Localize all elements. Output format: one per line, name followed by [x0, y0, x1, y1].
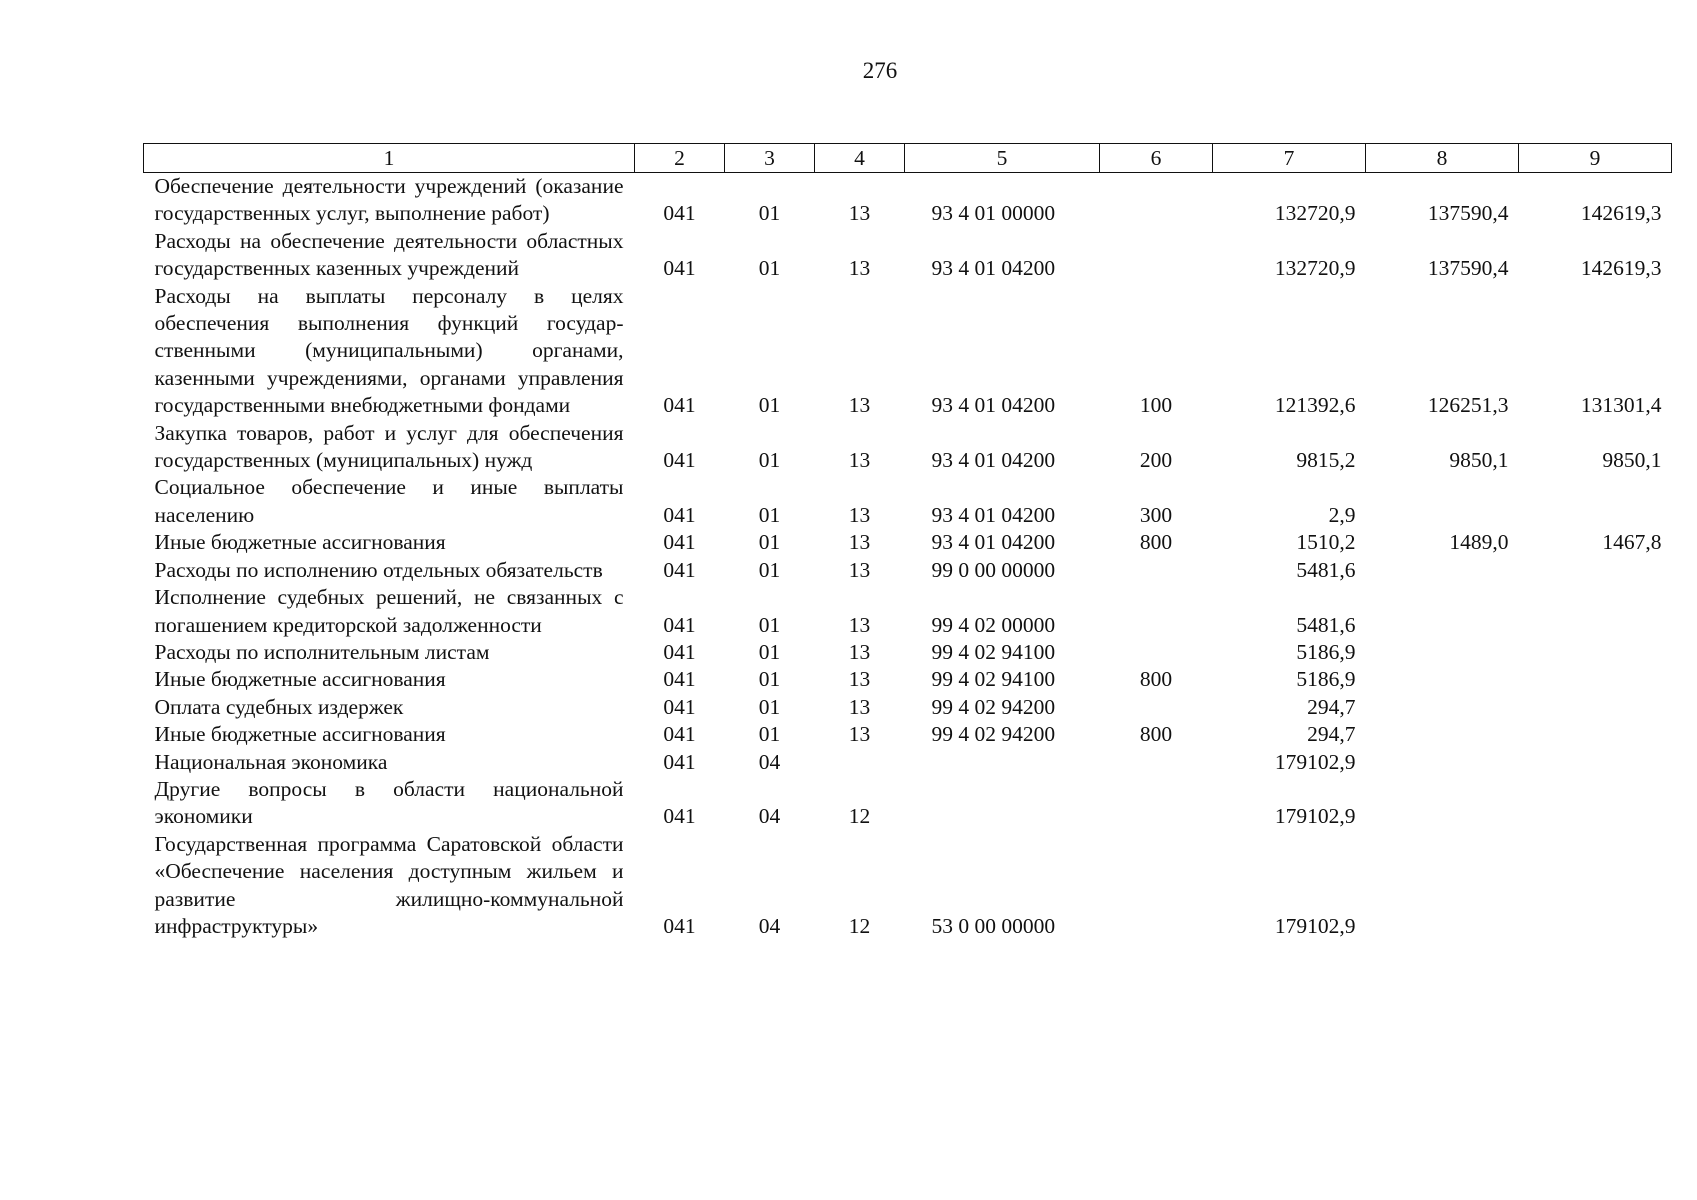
amount-year-3 — [1519, 749, 1672, 776]
expense-type-code — [1100, 557, 1213, 584]
ministry-code: 041 — [663, 694, 696, 719]
subsection-code: 12 — [848, 913, 871, 938]
section-code: 01 — [758, 722, 781, 747]
amount-year-2 — [1366, 666, 1519, 693]
header-row — [144, 144, 1672, 173]
target-article-code: 99 4 02 94200 — [931, 694, 1056, 719]
subsection-code: 13 — [848, 256, 871, 281]
section-code: 01 — [758, 667, 781, 692]
amount-year-3 — [1519, 639, 1672, 666]
column-header: 5 — [905, 144, 1100, 173]
expense-type-code: 200 — [1139, 448, 1173, 473]
table-row — [144, 173, 1672, 228]
subsection-code: 13 — [848, 612, 871, 637]
target-article-code — [905, 749, 1100, 776]
subsection-code: 12 — [848, 804, 871, 829]
section-code: 01 — [758, 612, 781, 637]
section-code: 01 — [758, 694, 781, 719]
amount-year-1: 5186,9 — [1296, 639, 1356, 664]
amount-year-3 — [1519, 474, 1672, 529]
column-header: 7 — [1213, 144, 1366, 173]
row-name: Национальная экономика — [154, 749, 388, 774]
amount-year-2: 137590,4 — [1427, 256, 1509, 281]
target-article-code: 93 4 01 04200 — [931, 448, 1056, 473]
amount-year-2: 126251,3 — [1427, 393, 1509, 418]
amount-year-2 — [1366, 694, 1519, 721]
row-name: Обеспечение деятельности учреждений (оказание государственных услуг, выполнение работ) — [154, 174, 624, 226]
amount-year-1: 1510,2 — [1296, 530, 1356, 555]
subsection-code: 13 — [848, 201, 871, 226]
row-name: Иные бюджетные ассигнования — [154, 667, 446, 692]
expense-type-code — [1100, 228, 1213, 283]
target-article-code: 99 4 02 94200 — [931, 722, 1056, 747]
amount-year-1: 5481,6 — [1296, 557, 1356, 582]
row-name: Социальное обеспечение и иные выплаты населению — [154, 475, 624, 527]
amount-year-3: 131301,4 — [1580, 393, 1662, 418]
amount-year-1: 179102,9 — [1274, 913, 1356, 938]
row-name: Расходы по исполнительным листам — [154, 639, 490, 664]
section-code: 01 — [758, 393, 781, 418]
ministry-code: 041 — [663, 913, 696, 938]
target-article-code: 99 0 00 00000 — [931, 557, 1056, 582]
amount-year-2 — [1366, 721, 1519, 748]
expense-type-code: 800 — [1139, 722, 1173, 747]
target-article-code: 93 4 01 04200 — [931, 256, 1056, 281]
row-name: Государственная программа Саратовской области «Обеспечение населения доступным жильем и развитие жилищно-коммунальной инфраструктуры» — [154, 831, 624, 938]
subsection-code: 13 — [848, 448, 871, 473]
amount-year-2 — [1366, 776, 1519, 831]
target-article-code: 93 4 01 00000 — [931, 201, 1056, 226]
section-code: 01 — [758, 201, 781, 226]
amount-year-3: 9850,1 — [1602, 448, 1662, 473]
expense-type-code — [1100, 776, 1213, 831]
target-article-code: 99 4 02 94100 — [931, 667, 1056, 692]
ministry-code: 041 — [663, 201, 696, 226]
subsection-code: 13 — [848, 667, 871, 692]
amount-year-1: 121392,6 — [1274, 393, 1356, 418]
row-name: Оплата судебных издержек — [154, 694, 404, 719]
row-name: Иные бюджетные ассигнования — [154, 722, 446, 747]
table-row — [144, 776, 1672, 831]
ministry-code: 041 — [663, 804, 696, 829]
table-row — [144, 749, 1672, 776]
subsection-code: 13 — [848, 694, 871, 719]
table-row — [144, 420, 1672, 475]
column-header: 6 — [1100, 144, 1213, 173]
ministry-code: 041 — [663, 749, 696, 774]
table-row — [144, 721, 1672, 748]
amount-year-2 — [1366, 831, 1519, 941]
expense-type-code — [1100, 694, 1213, 721]
ministry-code: 041 — [663, 530, 696, 555]
expense-type-code — [1100, 584, 1213, 639]
amount-year-3 — [1519, 666, 1672, 693]
table-row — [144, 228, 1672, 283]
expense-type-code: 300 — [1139, 502, 1173, 527]
amount-year-2: 1489,0 — [1449, 530, 1509, 555]
amount-year-2: 137590,4 — [1427, 201, 1509, 226]
amount-year-3 — [1519, 831, 1672, 941]
ministry-code: 041 — [663, 393, 696, 418]
amount-year-1: 132720,9 — [1274, 256, 1356, 281]
table-row — [144, 831, 1672, 941]
amount-year-1: 2,9 — [1328, 502, 1356, 527]
column-header: 8 — [1366, 144, 1519, 173]
table-row — [144, 474, 1672, 529]
target-article-code: 99 4 02 94100 — [931, 639, 1056, 664]
amount-year-1: 132720,9 — [1274, 201, 1356, 226]
amount-year-3: 142619,3 — [1580, 201, 1662, 226]
row-name: Расходы на обеспечение деятельности областных государственных казенных учреждений — [154, 228, 624, 281]
target-article-code — [905, 776, 1100, 831]
target-article-code: 93 4 01 04200 — [931, 530, 1056, 555]
column-header: 1 — [144, 144, 635, 173]
row-name: Иные бюджетные ассигнования — [154, 530, 446, 555]
amount-year-1: 294,7 — [1307, 694, 1356, 719]
column-header: 4 — [815, 144, 905, 173]
amount-year-2 — [1366, 584, 1519, 639]
row-name: Закупка товаров, работ и услуг для обеспечения государственных (муниципальных) нужд — [154, 420, 624, 473]
amount-year-1: 5186,9 — [1296, 667, 1356, 692]
table-row — [144, 639, 1672, 666]
section-code: 04 — [758, 804, 781, 829]
subsection-code — [815, 749, 905, 776]
expense-type-code: 800 — [1139, 667, 1173, 692]
section-code: 01 — [758, 448, 781, 473]
subsection-code: 13 — [848, 557, 871, 582]
ministry-code: 041 — [663, 639, 696, 664]
table-row — [144, 694, 1672, 721]
ministry-code: 041 — [663, 722, 696, 747]
column-header: 3 — [725, 144, 815, 173]
expense-type-code — [1100, 639, 1213, 666]
ministry-code: 041 — [663, 557, 696, 582]
expense-type-code — [1100, 749, 1213, 776]
subsection-code: 13 — [848, 639, 871, 664]
table-header — [144, 144, 1672, 173]
amount-year-1: 5481,6 — [1296, 612, 1356, 637]
expense-type-code: 100 — [1139, 393, 1173, 418]
row-name: Расходы на выплаты персоналу в целях обеспечения выполнения функций государственными (муниципальными) органами, казенными учреждениями, органами управления государственными внебюджетными фондами — [154, 283, 624, 418]
page-number: 276 — [862, 58, 898, 83]
subsection-code: 13 — [848, 502, 871, 527]
section-code: 01 — [758, 502, 781, 527]
amount-year-3 — [1519, 721, 1672, 748]
expense-type-code — [1100, 173, 1213, 228]
amount-year-1: 9815,2 — [1296, 448, 1356, 473]
table-row — [144, 283, 1672, 420]
ministry-code: 041 — [663, 667, 696, 692]
amount-year-3 — [1519, 776, 1672, 831]
table-body — [144, 173, 1672, 941]
amount-year-1: 294,7 — [1307, 722, 1356, 747]
row-name: Исполнение судебных решений, не связанных с погашением кредиторской задолженности — [154, 585, 624, 637]
subsection-code: 13 — [848, 393, 871, 418]
amount-year-2: 9850,1 — [1449, 448, 1509, 473]
amount-year-2 — [1366, 749, 1519, 776]
section-code: 04 — [758, 913, 781, 938]
expense-type-code — [1100, 831, 1213, 941]
amount-year-2 — [1366, 557, 1519, 584]
table-row — [144, 557, 1672, 584]
amount-year-3: 142619,3 — [1580, 256, 1662, 281]
amount-year-1: 179102,9 — [1274, 749, 1356, 774]
table-row — [144, 666, 1672, 693]
ministry-code: 041 — [663, 612, 696, 637]
section-code: 01 — [758, 639, 781, 664]
target-article-code: 53 0 00 00000 — [931, 913, 1056, 938]
amount-year-3 — [1519, 694, 1672, 721]
column-header: 2 — [635, 144, 725, 173]
column-header: 9 — [1519, 144, 1672, 173]
target-article-code: 99 4 02 00000 — [931, 612, 1056, 637]
section-code: 04 — [758, 749, 781, 774]
expense-type-code: 800 — [1139, 530, 1173, 555]
amount-year-3 — [1519, 557, 1672, 584]
section-code: 01 — [758, 530, 781, 555]
target-article-code: 93 4 01 04200 — [931, 393, 1056, 418]
budget-table — [143, 143, 1672, 940]
section-code: 01 — [758, 557, 781, 582]
row-name: Расходы по исполнению отдельных обязательств — [154, 557, 603, 582]
row-name: Другие вопросы в области национальной экономики — [154, 776, 624, 829]
amount-year-1: 179102,9 — [1274, 804, 1356, 829]
ministry-code: 041 — [663, 502, 696, 527]
amount-year-2 — [1366, 474, 1519, 529]
section-code: 01 — [758, 256, 781, 281]
table-row — [144, 529, 1672, 556]
amount-year-2 — [1366, 639, 1519, 666]
subsection-code: 13 — [848, 722, 871, 747]
subsection-code: 13 — [848, 530, 871, 555]
target-article-code: 93 4 01 04200 — [931, 502, 1056, 527]
amount-year-3 — [1519, 584, 1672, 639]
table-row — [144, 584, 1672, 639]
ministry-code: 041 — [663, 448, 696, 473]
amount-year-3: 1467,8 — [1602, 530, 1662, 555]
ministry-code: 041 — [663, 256, 696, 281]
